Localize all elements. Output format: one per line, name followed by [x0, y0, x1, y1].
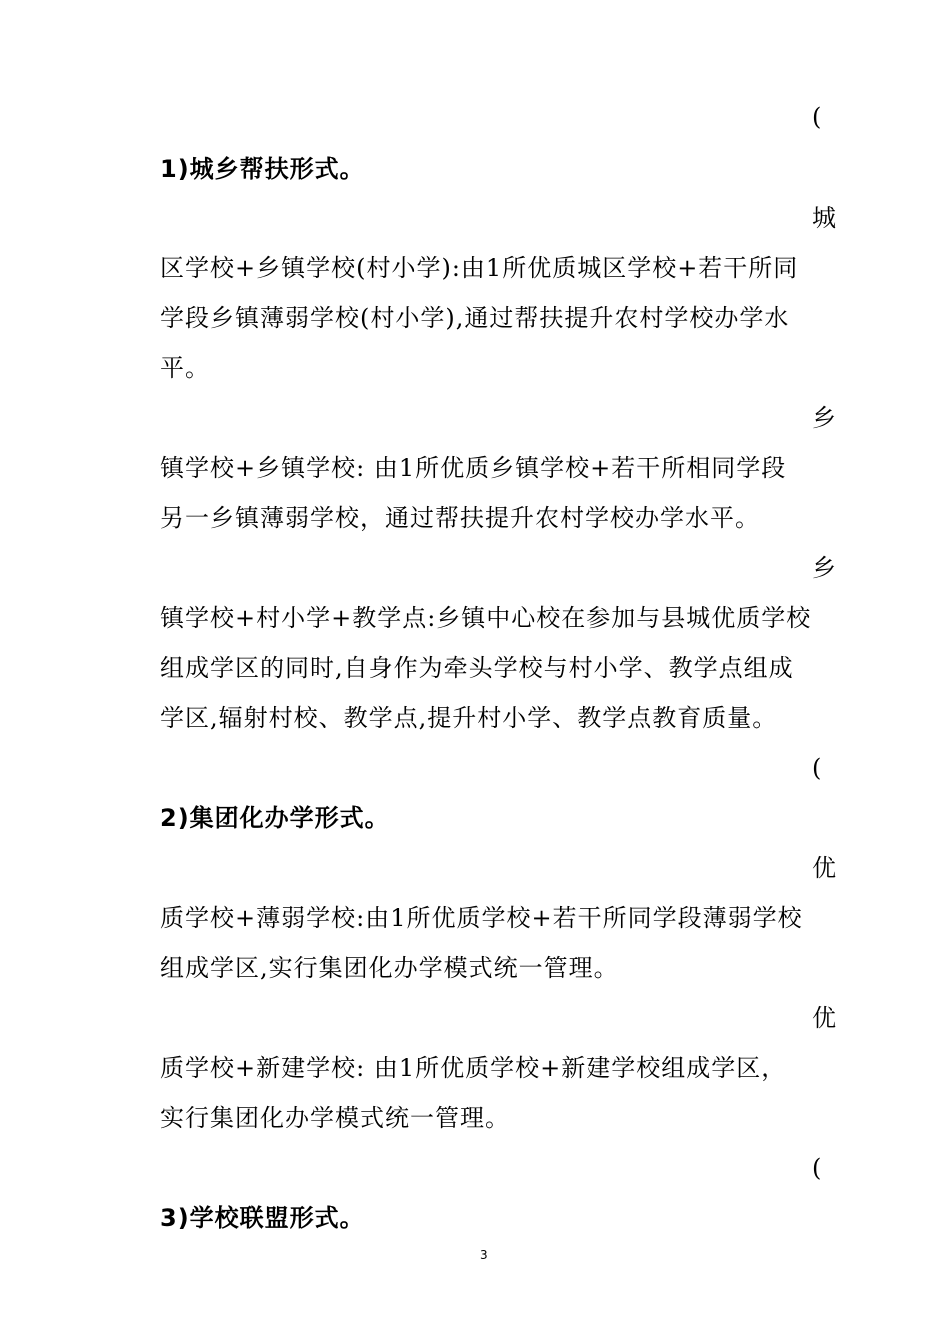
paragraph-line: 实行集团化办学模式统一管理。	[160, 1104, 510, 1132]
heading-school-alliance: 3)学校联盟形式。	[160, 1204, 365, 1232]
paragraph-line: 质学校+薄弱学校:由1所优质学校+若干所同学段薄弱学校	[160, 904, 803, 932]
paragraph-line: 学区,辐射村校、教学点,提升村小学、教学点教育质量。	[160, 704, 778, 732]
marker-xiang: 乡	[812, 554, 837, 582]
paragraph-line: 学段乡镇薄弱学校(村小学),通过帮扶提升农村学校办学水	[160, 304, 790, 332]
marker-you: 优	[812, 1004, 837, 1032]
paragraph-line: 镇学校+乡镇学校: 由1所优质乡镇学校+若干所相同学段	[160, 454, 787, 482]
marker-you: 优	[812, 854, 837, 882]
page-number: 3	[480, 1248, 488, 1262]
heading-group-operation: 2)集团化办学形式。	[160, 804, 390, 832]
paragraph-line: 质学校+新建学校: 由1所优质学校+新建学校组成学区，	[160, 1054, 787, 1082]
paren-marker-3: (	[812, 1154, 823, 1182]
paragraph-line: 另一乡镇薄弱学校，通过帮扶提升农村学校办学水平。	[160, 504, 760, 532]
paragraph-line: 区学校+乡镇学校(村小学):由1所优质城区学校+若干所同	[160, 254, 799, 282]
paren-marker-2: (	[812, 754, 823, 782]
paragraph-line: 组成学区,实行集团化办学模式统一管理。	[160, 954, 619, 982]
paragraph-line: 镇学校+村小学+教学点:乡镇中心校在参加与县城优质学校	[160, 604, 812, 632]
paragraph-line: 组成学区的同时,自身作为牵头学校与村小学、教学点组成	[160, 654, 794, 682]
paragraph-line: 平。	[160, 354, 210, 382]
marker-cheng: 城	[812, 204, 837, 232]
paren-marker-1: (	[812, 103, 823, 131]
marker-xiang: 乡	[812, 404, 837, 432]
heading-urban-rural-assistance: 1)城乡帮扶形式。	[160, 155, 365, 183]
